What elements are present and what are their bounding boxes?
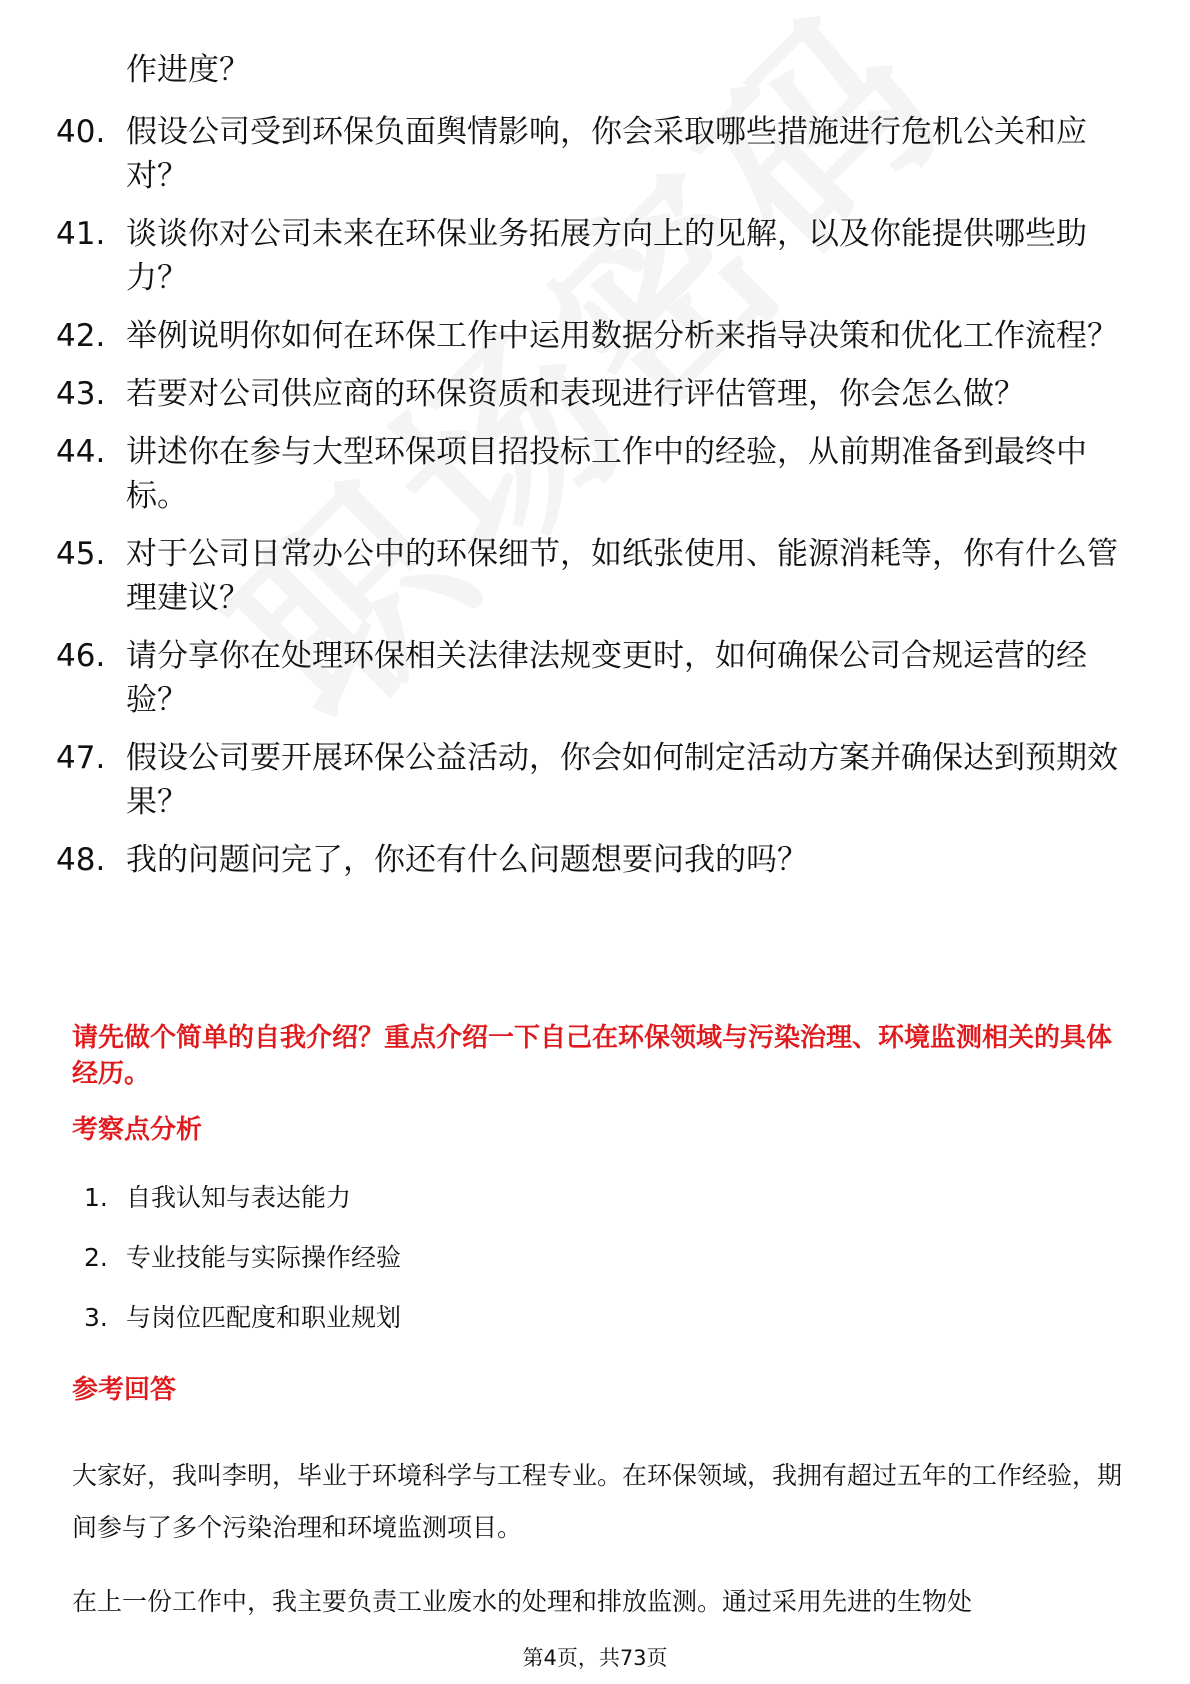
question-text: 若要对公司供应商的环保资质和表现进行评估管理，你会怎么做？: [126, 376, 1025, 412]
analysis-text: 自我认知与表达能力: [126, 1183, 352, 1212]
question-item: [56, 212, 1126, 300]
section-title: 请先做个简单的自我介绍？重点介绍一下自己在环保领域与污染治理、环境监测相关的具体经历。: [72, 1023, 1113, 1089]
question-text: 谈谈你对公司未来在环保业务拓展方向上的见解，以及你能提供哪些助力？: [126, 216, 1087, 296]
question-text: 假设公司要开展环保公益活动，你会如何制定活动方案并确保达到预期效果？: [126, 740, 1118, 820]
answer-heading: 参考回答: [72, 1375, 177, 1405]
previous-question-continuation: 作进度？: [126, 52, 250, 88]
question-text: 我的问题问完了，你还有什么问题想要问我的吗？: [126, 842, 808, 878]
analysis-item: [84, 1300, 401, 1360]
question-text: 请分享你在处理环保相关法律法规变更时，如何确保公司合规运营的经验？: [126, 638, 1087, 718]
question-text: 对于公司日常办公中的环保细节，如纸张使用、能源消耗等，你有什么管理建议？: [126, 536, 1118, 616]
question-number: 41.: [56, 216, 106, 252]
question-number: 43.: [56, 376, 106, 412]
question-number: 40.: [56, 114, 106, 150]
analysis-heading: 考察点分析: [72, 1115, 203, 1145]
question-number: 44.: [56, 434, 106, 470]
question-text: 举例说明你如何在环保工作中运用数据分析来指导决策和优化工作流程？: [126, 318, 1118, 354]
analysis-text: 与岗位匹配度和职业规划: [126, 1303, 402, 1332]
page-number: 第4页，共73页: [522, 1646, 668, 1670]
question-number: 48.: [56, 842, 106, 878]
question-list: [56, 110, 1126, 896]
question-number: 46.: [56, 638, 106, 674]
analysis-number: 2.: [84, 1243, 108, 1272]
question-number: 47.: [56, 740, 106, 776]
analysis-item: [84, 1180, 401, 1240]
question-item: [56, 372, 1126, 416]
question-text: 假设公司受到环保负面舆情影响，你会采取哪些措施进行危机公关和应对？: [126, 114, 1087, 194]
question-item: [56, 430, 1126, 518]
analysis-text: 专业技能与实际操作经验: [126, 1243, 402, 1272]
answer-paragraph: 在上一份工作中，我主要负责工业废水的处理和排放监测。通过采用先进的生物处: [72, 1587, 973, 1616]
question-item: [56, 314, 1126, 358]
analysis-item: [84, 1240, 401, 1300]
question-number: 45.: [56, 536, 106, 572]
analysis-number: 1.: [84, 1183, 108, 1212]
question-item: [56, 634, 1126, 722]
analysis-number: 3.: [84, 1303, 108, 1332]
answer-paragraph: 大家好，我叫李明，毕业于环境科学与工程专业。在环保领域，我拥有超过五年的工作经验，期间参与了多个污染治理和环境监测项目。: [72, 1461, 1123, 1542]
question-text: 讲述你在参与大型环保项目招投标工作中的经验，从前期准备到最终中标。: [126, 434, 1087, 514]
analysis-list: [84, 1180, 401, 1360]
question-item: [56, 838, 1126, 882]
question-item: [56, 110, 1126, 198]
question-item: [56, 736, 1126, 824]
question-number: 42.: [56, 318, 106, 354]
question-item: [56, 532, 1126, 620]
